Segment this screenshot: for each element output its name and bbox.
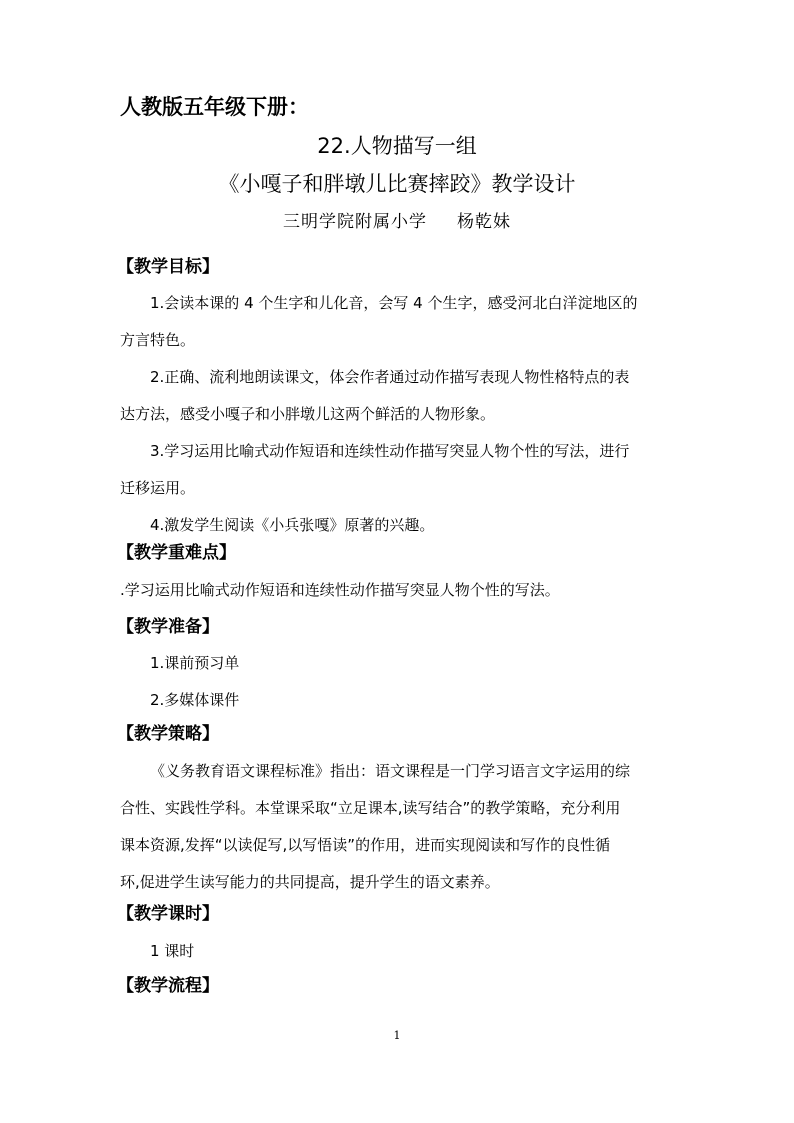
preparation-item-2: 2.多媒体课件	[150, 691, 240, 709]
author-line	[0, 208, 794, 236]
objective-1-line-1: 1.会读本课的 4 个生字和儿化音，会写 4 个生字，感受河北白洋淀地区的	[150, 294, 638, 312]
page-number: 1	[393, 1029, 401, 1042]
preparation-body	[120, 645, 680, 719]
objective-2-line-1: 2.正确、流利地朗读课文，体会作者通过动作描写表现人物性格特点的表	[150, 368, 630, 386]
section-heading-key-points: 【教学重难点】	[117, 543, 236, 563]
periods-text: 1 课时	[150, 942, 195, 960]
strategy-body	[120, 753, 680, 901]
author-name: 杨乾妹	[457, 212, 511, 232]
objective-4-line-1: 4.激发学生阅读《小兵张嘎》原著的兴趣。	[150, 516, 435, 534]
design-title: 《小嘎子和胖墩儿比赛摔跤》教学设计	[218, 172, 576, 196]
section-heading-objectives: 【教学目标】	[117, 257, 219, 277]
objective-1-line-2: 方言特色。	[120, 331, 196, 349]
preparation-item-1: 1.课前预习单	[150, 654, 240, 672]
strategy-line-4: 环,促进学生读写能力的共同提高，提升学生的语文素养。	[120, 873, 500, 891]
periods-body	[120, 933, 680, 970]
strategy-line-1: 《义务教育语文课程标准》指出：语文课程是一门学习语言文字运用的综	[150, 762, 631, 780]
objective-3-line-1: 3.学习运用比喻式动作短语和连续性动作描写突显人物个性的写法，进行	[150, 442, 630, 460]
objectives-body	[120, 285, 680, 544]
lesson-title: 22.人物描写一组	[317, 134, 477, 158]
school-name: 三明学院附属小学	[283, 212, 427, 232]
objective-2-line-2: 达方法，感受小嘎子和小胖墩儿这两个鲜活的人物形象。	[120, 405, 496, 423]
key-points-body	[120, 572, 680, 609]
section-heading-process: 【教学流程】	[117, 976, 219, 996]
section-heading-periods: 【教学课时】	[117, 904, 219, 924]
strategy-line-2: 合性、实践性学科。本堂课采取“立足课本,读写结合”的教学策略，充分利用	[120, 799, 621, 817]
section-heading-preparation: 【教学准备】	[117, 617, 219, 637]
grade-heading: 人教版五年级下册：	[120, 95, 309, 119]
section-heading-strategy: 【教学策略】	[117, 724, 219, 744]
key-point-text: .学习运用比喻式动作短语和连续性动作描写突显人物个性的写法。	[120, 581, 560, 599]
strategy-line-3: 课本资源,发挥“以读促写,以写悟读”的作用，进而实现阅读和写作的良性循	[120, 836, 611, 854]
objective-3-line-2: 迁移运用。	[120, 479, 196, 497]
